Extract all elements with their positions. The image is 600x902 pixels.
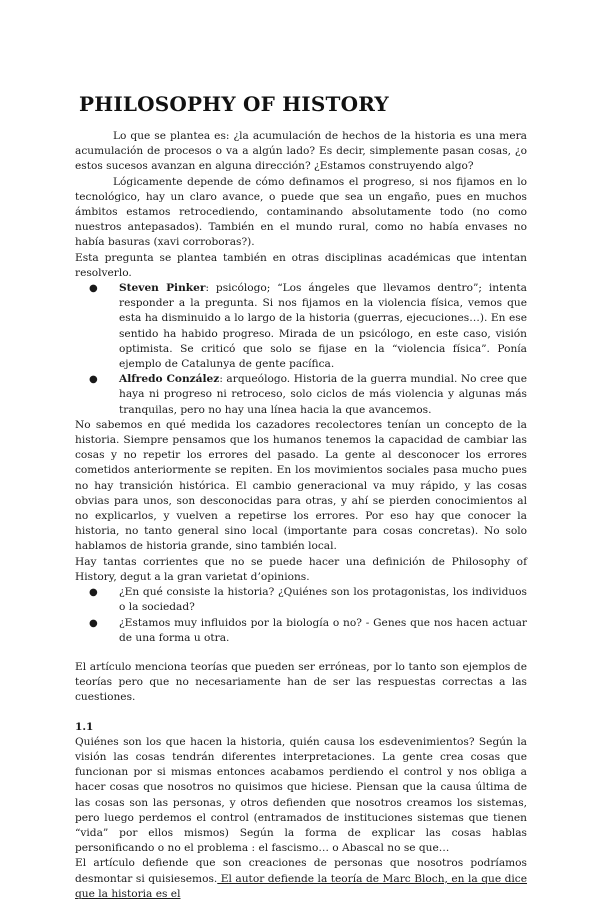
paragraph-intro: Lo que se plantea es: ¿la acumulación de hechos de la historia es una mera acumulación de procesos o va a algún lado? Es decir, simplemente pasan cosas, ¿o estos sucesos avanzan en alguna dirección? ¿Estamos construyendo algo? (75, 130, 527, 173)
bullet-icon: ● (89, 587, 98, 599)
list-item (89, 372, 527, 418)
bullet-icon: ● (89, 374, 98, 386)
author-description: : psicólogo; “Los ángeles que llevamos dentro”; intenta responder a la pregunta. Si nos fijamos en la violencia física, vemos que esta ha disminuido a lo largo de la historia (guerras, ejecuciones…). En ese sentido ha habido progreso. Mirada de un psicólogo, en este caso, visión optimista. Se criticó que solo se fijase en la “violencia física”. Ponía ejemplo de Catalunya de gente pacífica. (119, 282, 527, 371)
author-name: Steven Pinker (119, 282, 206, 295)
authors-list (75, 281, 527, 418)
author-name: Alfredo Conzález (119, 373, 220, 386)
paragraph-disciplines: Esta pregunta se plantea también en otras disciplinas académicas que intentan resolverlo. (75, 251, 527, 279)
document-body (75, 92, 527, 902)
paragraph-progress: Lógicamente depende de cómo definamos el progreso, si nos fijamos en lo tecnológico, hay un claro avance, o puede que sea un engaño, pues en muchos ámbitos estamos retrocediendo, contaminando absolutamente todo (no como nuestros antepasados). También en el mundo rural, como no había envases no había basuras (xavi corroboras?). (75, 175, 527, 249)
author-description: : arqueólogo. Historia de la guerra mundial. No cree que haya ni progreso ni retroceso, solo ciclos de más violencia y algunas más tranquilas, pero no hay una línea hacia la que avancemos. (119, 373, 527, 416)
paragraph-currents: Hay tantas corrientes que no se puede hacer una definición de Philosophy of History, degut a la gran varietat d’opinions. (75, 555, 527, 583)
page-title: PHILOSOPHY OF HISTORY (79, 92, 389, 116)
list-item: ● ¿En qué consiste la historia? ¿Quiénes son los protagonistas, los individuos o la sociedad? (89, 586, 527, 614)
paragraph-defense: El artículo defiende que son creaciones de personas que nosotros podríamos desmontar si quisiesemos. El autor defiende la teoría de Marc Bloch, en la que dice que la historia es el (75, 857, 528, 900)
list-item (89, 281, 527, 372)
list-item: ● ¿Estamos muy influidos por la biología o no? - Genes que nos hacen actuar de una forma u otra. (89, 616, 527, 644)
underlined-text: El autor defiende la teoría de Marc Bloch, en la que dice que la historia es el (75, 872, 528, 900)
questions-list (75, 585, 527, 646)
bullet-icon: ● (89, 283, 98, 295)
paragraph-who-makes-history: Quiénes son los que hacen la historia, quién causa los esdevenimientos? Según la visión las cosas tendrán diferentes interpretaciones. La gente crea cosas que funcionan por si mismas entonces acabamos perdiendo el control y nos obliga a hacer cosas que nosotros no quisimos que hiciese. Piensan que la causa última de las cosas son las personas, y otros defienden que nosotros creamos los sistemas, pero luego perdemos el control (entramados de instituciones sistemas que tienen “vida” por ellos mismos) Según la forma de explicar las cosas hablas personificando o no el problema : el fascismo… o Abascal no se que… (75, 735, 527, 855)
paragraph-article: El artículo menciona teorías que pueden ser erróneas, por lo tanto son ejemplos de teorías pero que no necesariamente han de ser las respuestas correctas a las cuestiones. (75, 660, 527, 704)
section-number: 1.1 (75, 720, 94, 733)
bullet-icon: ● (89, 617, 98, 629)
paragraph-hunters: No sabemos en qué medida los cazadores recolectores tenían un concepto de la historia. Siempre pensamos que los humanos tenemos la capacidad de cambiar las cosas y no repetir los errores del pasado. La gente al desconocer los errores cometidos anteriormente se repiten. En los movimientos sociales pasa mucho pues no hay transición histórica. El cambio generacional va muy rápido, y las cosas obvias para unos, son desconocidas para otras, y ahí se pierden conocimientos al no explicarlos, y vuelven a repetirse los errores. Por eso hay que conocer la historia, no tanto general sino local (importante para cosas concretas). No solo hablamos de historia grande, sino también local. (75, 418, 527, 553)
